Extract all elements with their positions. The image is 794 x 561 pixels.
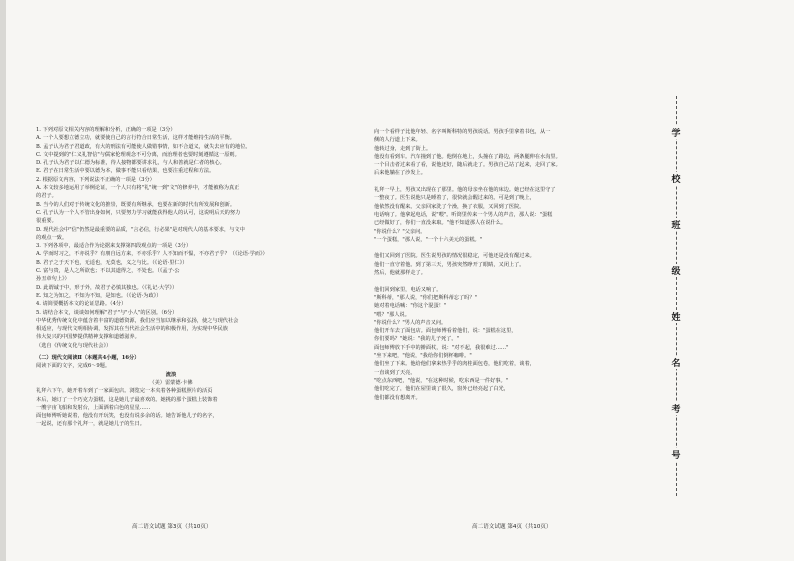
story-line: 你们要吗？"她说："我的儿子死了。"	[374, 336, 459, 343]
right-column	[374, 128, 646, 402]
question-line: E. 知之为知之，不知为不知，是知也。（《论语·为政》）	[36, 292, 162, 299]
story-line: 他转过身，走到了街上。	[374, 145, 432, 152]
story-line: 他们吃完了，他们在屋里谈了很久，窗外已经亮起了白光，	[374, 386, 509, 393]
story-line: 后来他躺在了沙发上。	[374, 170, 426, 177]
section-instruction: 阅读下面的文字，完成6～9题。	[36, 363, 111, 370]
story-line: 向一个看样子比他年轻、名字叫斯科特的男孩说话。男孩手里拿着书包，从一	[374, 129, 551, 135]
left-column	[36, 126, 306, 429]
question-line: A. 学而时习之，不亦说乎？有朋自远方来，不亦乐乎？人不知而不愠，不亦君子乎？（《论语·学而》）	[36, 251, 268, 258]
question-line: 1. 下列对原文相关内容的理解和分析，正确的一项是（3分）	[36, 127, 176, 133]
story-title: 流浪	[165, 371, 177, 378]
binding-margin	[654, 96, 702, 496]
story-line: "你说什么？"父亲问。	[374, 228, 426, 235]
margin-label: 号	[668, 448, 684, 461]
story-line: "坐下来吧，"他说，"我给你们倒杯咖啡。"	[374, 353, 472, 360]
story-line: "一个蛋糕，"那人说，"一个十六美元的蛋糕。"	[374, 236, 483, 243]
margin-label: 班	[668, 218, 684, 231]
story-line: 他们坐了下来。他给他们拿来热乎乎的肉桂面包卷，他们吃着，谈着，	[374, 361, 535, 368]
question-line: 的君子。	[36, 193, 57, 200]
margin-label: 学	[668, 126, 684, 139]
scan-gutter	[0, 0, 6, 561]
story-line: 他们又回到了医院。医生说男孩的情况很稳定，可他还是没有醒过来。	[374, 253, 535, 260]
story-line: 他们一直守着他。到了第三天，男孩突然睁开了眼睛，又闭上了。	[374, 261, 525, 268]
margin-label: 级	[668, 264, 684, 277]
story-line: 面包师傅放下手中的擀面杖，说："对不起，我很难过……"	[374, 344, 509, 351]
margin-label: 校	[668, 172, 684, 185]
question-line: D. 孔子认为君子以仁德为标准，待人接物都要讲求礼，与人和善就是仁者的核心。	[36, 160, 225, 167]
question-line: 很重要。	[36, 218, 57, 225]
paragraph-gap	[374, 178, 646, 186]
question-line: 2. 根据原文内容，下列说法不正确的一项是（3分）	[36, 176, 155, 183]
paragraph-gap	[374, 244, 646, 252]
margin-label: 考	[668, 402, 684, 415]
question-line: 伟大复兴的中国梦提供精神支撑和道德滋养。	[36, 334, 140, 341]
question-line: B. 孟子认为君子君道政，有大的刑法有可能使人做错事情，如不合道义，就失去应有的地位。	[36, 143, 251, 150]
page-footer-left: 高二语文试题 第3页（共10页）	[132, 524, 212, 530]
question-line: D. 现代社会中"信"仍然是最重要的品质，"言必信，行必果"是对现代人的基本要求，与文中	[36, 226, 245, 233]
question-line: C. 富与贵，是人之所欲也；不以其道得之，不处也。（《孟子·公	[36, 268, 180, 275]
question-line: 3. 下列各项中，最适合作为论据来支撑第四段观点的一项是（3分）	[36, 243, 192, 250]
page-footer-right: 高二语文试题 第4页（共10页）	[472, 524, 552, 530]
question-line: （选自《传统文化与现代社会》）	[36, 342, 112, 349]
section-title: （二）现代文阅读Ⅱ（本题共4小题，16分）	[36, 355, 140, 362]
story-line: 电话响了。他拿起电话，说"喂"。听筒里传来一个男人的声音，那人说："蛋糕	[374, 211, 553, 218]
question-line: 的观点一致。	[36, 234, 68, 241]
story-line: 她对着电话喊："你这个混蛋！"	[374, 303, 447, 310]
story-line: 一个目击者过来看了看，说他还好，随后就走了。男孩自己站了起来，走回了家。	[374, 162, 561, 169]
story-line: 礼拜六下午，她开着车到了一家面包店。浏览完一本夹着各种蛋糕照片的活页	[36, 388, 213, 395]
question-line: C. 孔子认为一个人不管出身如何，只要努力学习就能获得他人的认可，这说明后天的努力	[36, 209, 241, 216]
story-line: "斯科蒂，"那人说，"你们把斯科蒂忘了吗？"	[374, 294, 477, 301]
story-line: 他依然没有醒来。父亲回家洗了个澡，换了衣服，又回到了医院。	[374, 203, 525, 210]
question-line: E. 君子在日常生活中要以德为本，做事不能只看结果，也要注重过程和方法。	[36, 168, 215, 175]
story-line: 已经做好了，你们一直没来取。"他不知道那人在说什么。	[374, 220, 507, 227]
question-line: D. 此谓诚于中，形于外，故君子必慎其独也。（《礼记·大学》）	[36, 284, 178, 291]
story-line: 一整夜了。医生说他只是睡着了，很快就会醒过来的。可是到了晚上，	[374, 195, 535, 202]
question-line: B. 君子之于天下也，无适也，无莫也，义之与比。（《论语·里仁》）	[36, 259, 188, 266]
margin-label: 姓	[668, 310, 684, 323]
margin-label: 名	[668, 356, 684, 369]
paragraph-gap	[374, 277, 646, 285]
story-line: "喂？"那人说。	[374, 311, 410, 318]
story-line: 他没有看到车。汽车撞到了他。他倒在地上，头撞在了路边，两条腿伸在水沟里。	[374, 153, 561, 160]
story-line: 礼拜一早上，男孩又出现在了那里。他的母亲坐在他的床边。她已经在这里守了	[374, 187, 556, 194]
question-line: A. 一个人要想立德立功，就要使自己的言行符合日常生活，这样才能维持生活的平衡。	[36, 135, 235, 142]
story-line: 他们回到家里，电话又响了。	[374, 286, 442, 293]
question-line: A. 本文较多地运用了举例论证，一个人只有将"礼"统一到"文"的修养中，才能被称为真正	[36, 185, 240, 192]
question-line: C. 文中提到的"仁义礼智信"与儒家伦理观念不可分离，而治理者也要时刻遵循这一原则。	[36, 151, 240, 158]
question-line: 中华优秀传统文化中蕴含着丰富的道德资源，我们应当加以继承和弘扬，使之与现代社会	[36, 317, 239, 324]
question-line: 4. 请简要概括本文的论证思路。（4分）	[36, 301, 127, 308]
story-line: 一艘宇宙飞船和发射台，上面洒着白色的星星……	[36, 404, 151, 411]
story-line: 然后，他就那样走了。	[374, 270, 426, 277]
question-line: 孙丑章句上》）	[36, 276, 70, 283]
question-line: 相适应，与现代文明相协调，发挥其在当代社会生活中的积极作用，为实现中华民族	[36, 326, 228, 333]
story-line: 他们开车去了面包店。面包师傅看着他们，说："蛋糕在这里，	[374, 328, 517, 335]
story-line: 一直谈到了天亮。	[374, 369, 416, 376]
question-line: 5. 请结合本文，谈谈如何理解"君子"与"小人"的区别。（6分）	[36, 309, 178, 316]
binding-line	[676, 96, 677, 496]
story-line: 侧的人行道上下来。	[374, 137, 421, 144]
story-line: "你说什么？"男人的声音又问。	[374, 319, 447, 326]
story-line: 本后，她订了一个巧克力蛋糕，这是她儿子最喜欢的。她挑的那个蛋糕上装饰着	[36, 396, 218, 403]
story-line: 面包师傅听她说着，他没有开玩笑，也没有说多余的话。她告诉他儿子的名字，	[36, 413, 218, 420]
story-author: （美）雷蒙德·卡佛	[149, 379, 193, 386]
story-line: 一起说，还有那个礼拜一，就是她儿子的生日。	[36, 421, 145, 428]
question-line: B. 当今的人们对于传统文化的推崇，既要有所继承，也要在新的时代有所发展和创新。	[36, 201, 236, 208]
story-line: "吃点东西吧，"他说，"在这种时候，吃东西是一件好事。"	[374, 377, 509, 384]
story-line: 他们都没有想离开。	[374, 394, 421, 401]
